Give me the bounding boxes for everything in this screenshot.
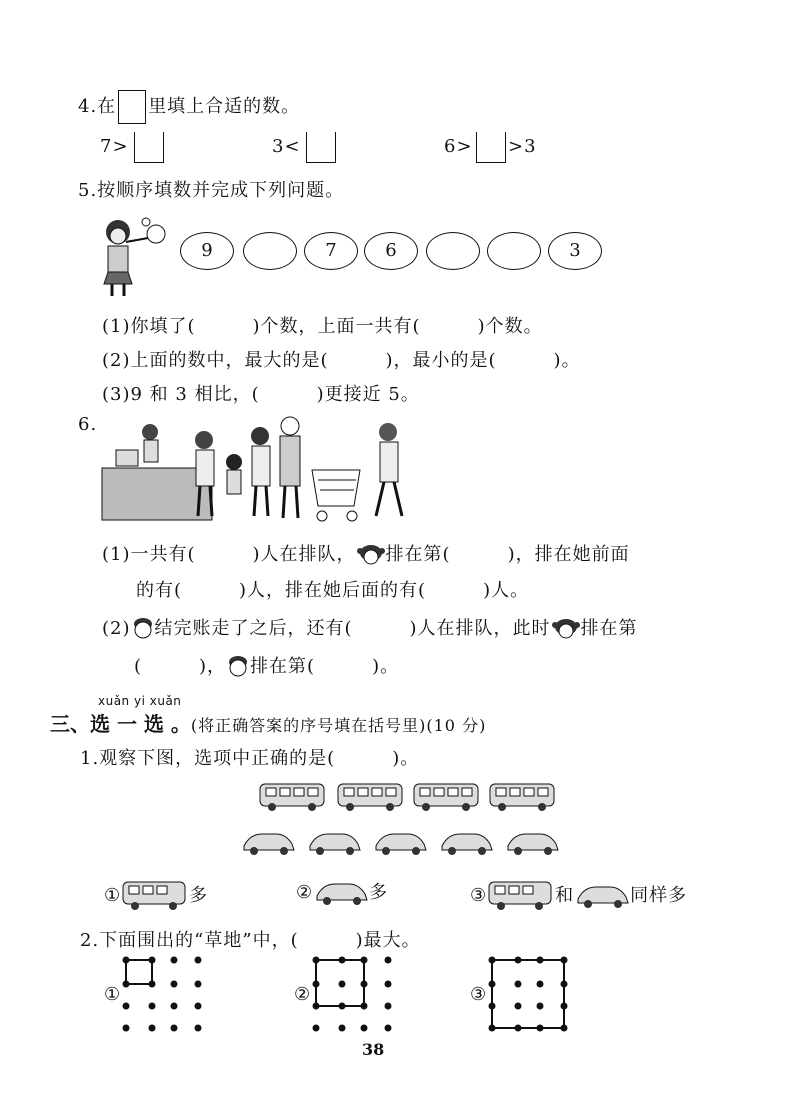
s3q1-title: 1.观察下图，选项中正确的是( )。 xyxy=(80,748,420,769)
q5-oval-1: 9 xyxy=(180,232,234,270)
q5-title: 5.按顺序填数并完成下列问题。 xyxy=(78,180,345,201)
q4-title-tail: 里填上合适的数。 xyxy=(148,96,301,117)
q5-oval-7: 3 xyxy=(548,232,602,270)
car-icon xyxy=(574,881,630,911)
section3-note: (将正确答案的序号填在括号里)(10 分) xyxy=(190,716,487,735)
q4-item-3-label: 6> xyxy=(444,136,473,157)
s3q1-option-1-text: 多 xyxy=(189,885,209,906)
s3q1-option-2[interactable] xyxy=(296,878,388,908)
q6-sub-2-text-c: 排在第 xyxy=(580,618,638,639)
q4-answer-box-1[interactable] xyxy=(134,132,164,163)
grid-2-label[interactable]: ② xyxy=(294,984,312,1005)
s3q1-option-3-num: ③ xyxy=(470,885,488,906)
man-head-icon xyxy=(131,616,155,642)
q4-item-3 xyxy=(444,136,473,157)
q4-title-square xyxy=(118,90,146,124)
dot-grid-2 xyxy=(308,952,398,1034)
q6-sub-2-text-b: 结完账走了之后，还有( )人在排队，此时 xyxy=(154,618,551,639)
girl-head-icon xyxy=(356,543,386,567)
q5-oval-2[interactable] xyxy=(243,232,297,270)
bus-icon xyxy=(487,878,555,914)
q5-oval-3: 7 xyxy=(304,232,358,270)
girl-head-icon xyxy=(551,617,581,641)
q6-sub-2-line-1 xyxy=(102,614,638,642)
q6-sub-2-text-d: ( )， xyxy=(134,656,227,677)
s3q1-option-3-text: 同样多 xyxy=(630,885,688,906)
q5-oval-5[interactable] xyxy=(426,232,480,270)
q5-sub-1: (1)你填了( )个数，上面一共有( )个数。 xyxy=(102,316,543,337)
section3-heading-row xyxy=(50,708,486,737)
s3q1-option-3-mid: 和 xyxy=(555,885,575,906)
q4-title-head: 4.在 xyxy=(78,96,117,117)
page-number: 38 xyxy=(362,1040,385,1059)
q6-sub-2-line-2 xyxy=(134,652,399,680)
q4-item-3-tail-label: >3 xyxy=(508,136,537,157)
s3q1-option-3[interactable] xyxy=(470,878,687,914)
q6-sub-1-text-c: 的有( )人，排在她后面的有( )人。 xyxy=(136,580,530,601)
girl-blowing-bubbles-illustration xyxy=(96,212,176,300)
q5-oval-4: 6 xyxy=(364,232,418,270)
section3-pinyin: xuǎn yi xuǎn xyxy=(98,694,182,708)
q5-oval-6[interactable] xyxy=(487,232,541,270)
q6-sub-1-text-a: (1)一共有( )人在排队， xyxy=(102,544,356,565)
q4-item-1-label: 7> xyxy=(100,136,129,157)
dot-grid-3 xyxy=(484,952,574,1034)
q6-sub-1-line-1 xyxy=(102,540,630,567)
q4-title xyxy=(78,90,300,124)
q5-sub-3: (3)9 和 3 相比，( )更接近 5。 xyxy=(102,384,420,405)
q4-item-3-tail xyxy=(508,136,537,157)
q6-sub-1-text-b: 排在第( )，排在她前面 xyxy=(385,544,630,565)
car-icon xyxy=(313,878,369,908)
s3q1-option-2-num: ② xyxy=(296,882,314,903)
q4-answer-box-3[interactable] xyxy=(476,132,506,163)
checkout-queue-illustration xyxy=(100,410,420,526)
q4-item-2 xyxy=(272,136,301,157)
boy-head-icon xyxy=(226,654,250,680)
s3q2-title: 2.下面围出的“草地”中，( )最大。 xyxy=(80,930,421,951)
q4-item-1 xyxy=(100,136,129,157)
q5-sub-2: (2)上面的数中，最大的是( )，最小的是( )。 xyxy=(102,350,581,371)
s3q1-option-2-text: 多 xyxy=(369,882,389,903)
q6-sub-2-text-e: 排在第( )。 xyxy=(250,656,400,677)
s3q1-option-1-num: ① xyxy=(104,885,122,906)
bus-icon xyxy=(121,878,189,914)
q6-title: 6. xyxy=(78,414,98,435)
dot-grid-1 xyxy=(118,952,208,1034)
buses-and-cars-illustration xyxy=(240,776,560,860)
section3-heading: 三、选 一 选 。 xyxy=(50,712,191,736)
grid-1-label[interactable]: ① xyxy=(104,984,122,1005)
q4-answer-box-2[interactable] xyxy=(306,132,336,163)
q6-sub-2-text-a: (2) xyxy=(102,618,131,639)
s3q1-option-1[interactable] xyxy=(104,878,208,914)
grid-3-label[interactable]: ③ xyxy=(470,984,488,1005)
q4-item-2-label: 3< xyxy=(272,136,301,157)
